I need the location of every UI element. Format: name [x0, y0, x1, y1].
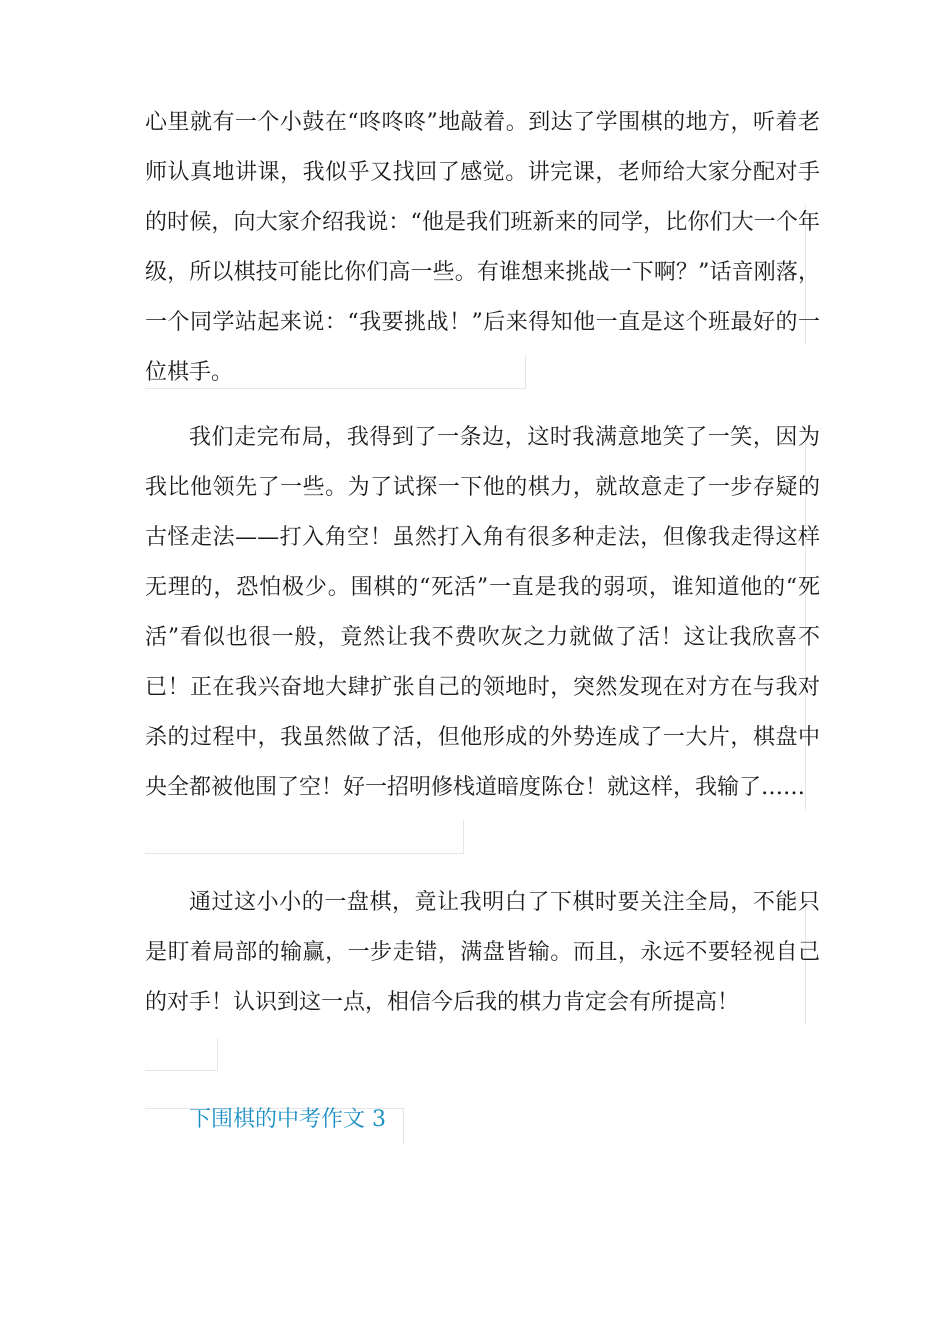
cell-border: [145, 853, 463, 854]
cell-border: [463, 820, 464, 854]
cell-border: [217, 1038, 218, 1071]
cell-border: [403, 1108, 404, 1144]
paragraph-1: 心里就有一个小鼓在“咚咚咚”地敲着。到达了学围棋的地方，听着老师认真地讲课，我似乎又找回了感觉。讲完课，老师给大家分配对手的时候，向大家介绍我说：“他是我们班新来的同学，比你们大一个年级，所以棋技可能比你们高一些。有谁想来挑战一下啊？”话音刚落，一个同学站起来说：“我要挑战！”后来得知他一直是这个班最好的一位棋手。: [145, 110, 820, 385]
section-heading: 下围棋的中考作文 3: [189, 1107, 386, 1132]
paragraph-3: 通过这小小的一盘棋，竟让我明白了下棋时要关注全局，不能只是盯着局部的输赢，一步走错，满盘皆输。而且，永远不要轻视自己的对手！认识到这一点，相信今后我的棋力肯定会有所提高！: [145, 890, 820, 1015]
cell-border: [145, 1070, 217, 1071]
paragraph-2: 我们走完布局，我得到了一条边，这时我满意地笑了一笑，因为我比他领先了一些。为了试探一下他的棋力，就故意走了一步存疑的古怪走法——打入角空！虽然打入角有很多种走法，但像我走得这样无理的，恐怕极少。围棋的“死活”一直是我的弱项，谁知道他的“死活”看似也很一般，竟然让我不费吹灰之力就做了活！这让我欣喜不已！正在我兴奋地大肆扩张自己的领地时，突然发现在对方在与我对杀的过程中，我虽然做了活，但他形成的外势连成了一大片，棋盘中央全都被他围了空！好一招明修栈道暗度陈仓！就这样，我输了……: [145, 425, 820, 800]
